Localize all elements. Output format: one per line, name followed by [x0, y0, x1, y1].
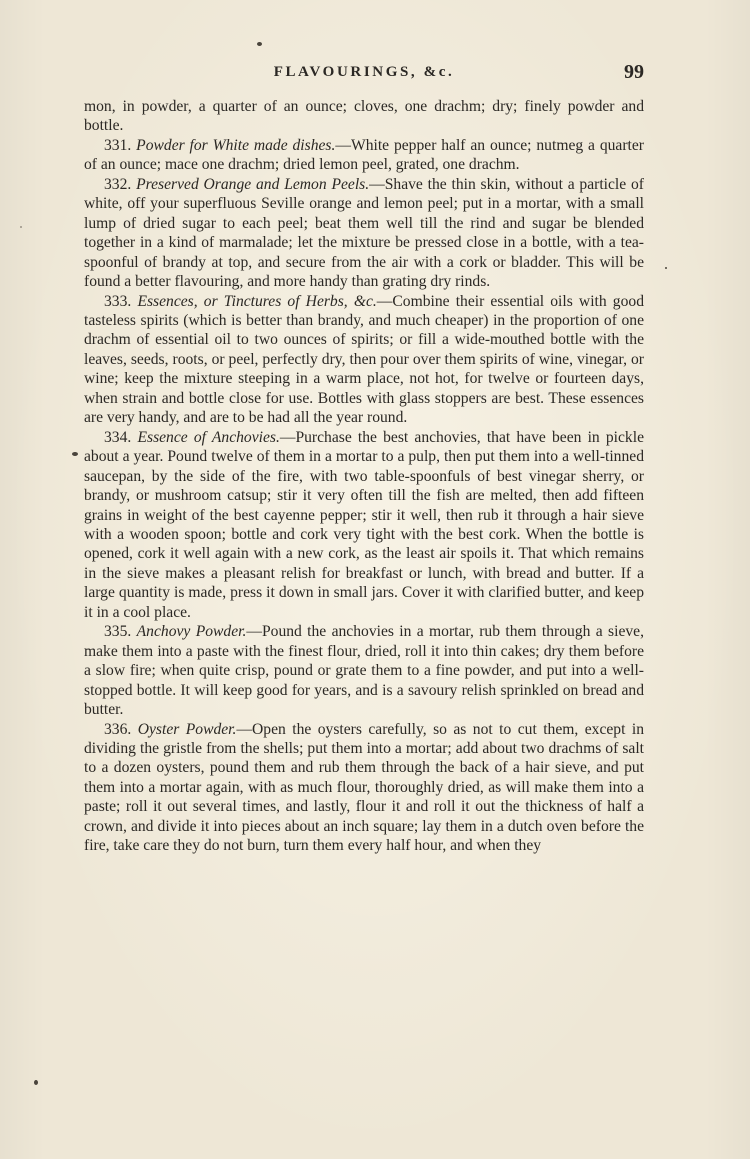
recipe-title: Powder for White made dishes. — [136, 136, 336, 154]
ink-speck — [20, 226, 22, 228]
recipe-number: 336. — [104, 720, 132, 738]
ink-speck — [72, 452, 78, 456]
recipe-336 — [84, 720, 644, 856]
recipe-number: 334. — [104, 428, 132, 446]
recipe-title: Essence of Anchovies. — [137, 428, 280, 446]
recipe-number: 333. — [104, 292, 132, 310]
recipe-335 — [84, 622, 644, 719]
page-number: 99 — [624, 61, 644, 83]
page-header — [84, 62, 644, 86]
ink-speck — [257, 42, 262, 46]
recipe-331 — [84, 136, 644, 175]
ink-speck — [665, 267, 667, 269]
recipe-title: Anchovy Powder. — [136, 623, 247, 641]
recipe-number: 335. — [104, 623, 132, 641]
recipe-332 — [84, 175, 644, 292]
continuation-paragraph: mon, in powder, a quarter of an ounce; cloves, one drachm; dry; finely powder and bottle. — [84, 98, 644, 135]
recipe-number: 332. — [104, 175, 132, 193]
recipe-333 — [84, 292, 644, 428]
recipe-text: —Open the oysters carefully, so as not to cut them, except in dividing the gristle from the shells; put them into a mortar; add about two drachms of salt to a dozen oysters, pound them and rub them through the back of a hair sieve, and put them into a mortar again, with as much flour, thoroughly dried, as will make them into a paste; roll it out several times, and lastly, flour it and roll it out the thickness of half a crown, and divide it into pieces about an inch square; lay them in a dutch oven before the fire, take care they do not burn, turn them every half hour, and when they — [84, 720, 644, 855]
recipe-title: Preserved Orange and Lemon Peels. — [136, 175, 370, 193]
recipe-text: —Purchase the best anchovies, that have been in pickle about a year. Pound twelve of them in a mortar to a pulp, then put them into a well-tinned saucepan, by the side of the fire, with two table-spoonfuls of best vinegar sherry, or brandy, or mushroom catsup; stir it very often till the fish are melted, then add fifteen grains in weight of the best cayenne pepper; stir it well, then rub it through a hair sieve with a wooden spoon; bottle and cork very tight with the best cork. When the bottle is opened, cork it well again with a new cork, as the least air spoils it. That which remains in the sieve makes a pleasant relish for breakfast or lunch, with bread and butter. If a large quantity is made, press it down in small jars. Cover it with clarified butter, and keep it in a cool place. — [84, 428, 644, 621]
running-title: FLAVOURINGS, &c. — [273, 64, 455, 80]
recipe-number: 331. — [104, 136, 132, 154]
recipe-title: Oyster Powder. — [137, 720, 237, 738]
recipe-title: Essences, or Tinctures of Herbs, &c. — [137, 292, 377, 310]
recipe-text: —White pepper half an ounce; nutmeg a quarter of an ounce; mace one drachm; dried lemon peel, grated, one drachm. — [84, 136, 644, 174]
page-body — [84, 97, 644, 856]
recipe-text: —Shave the thin skin, without a particle of white, off your superfluous Seville orange and lemon peel; put in a mortar, with a small lump of dried sugar to each peel; beat them well till the rind and sugar be blended together in a kind of marmalade; let the mixture be pressed close in a bottle, with a tea-spoonful of brandy at top, and secure from the air with a cork or bladder. This will be found a better flavouring, and more handy than grating dry rinds. — [84, 175, 644, 291]
recipe-text: —Combine their essential oils with good tasteless spirits (which is better than brandy, and much cheaper) in the proportion of one drachm of essential oil to two ounces of spirits; or fill a wide-mouthed bottle with the leaves, seeds, roots, or peel, perfectly dry, then pour over them spirits of wine, vinegar, or wine; keep the mixture steeping in a warm place, not hot, for twelve or fourteen days, when strain and bottle close for use. Bottles with glass stoppers are best. These essences are very handy, and are to be had all the year round. — [84, 292, 644, 427]
recipe-334 — [84, 428, 644, 623]
recipe-text: —Pound the anchovies in a mortar, rub them through a sieve, make them into a paste with the finest flour, dried, roll it into thin cakes; dry them before a slow fire; when quite crisp, pound or grate them to a fine powder, and put into a well-stopped bottle. It will keep good for years, and is a savoury relish sprinkled on bread and butter. — [84, 623, 644, 719]
ink-speck — [34, 1080, 38, 1085]
